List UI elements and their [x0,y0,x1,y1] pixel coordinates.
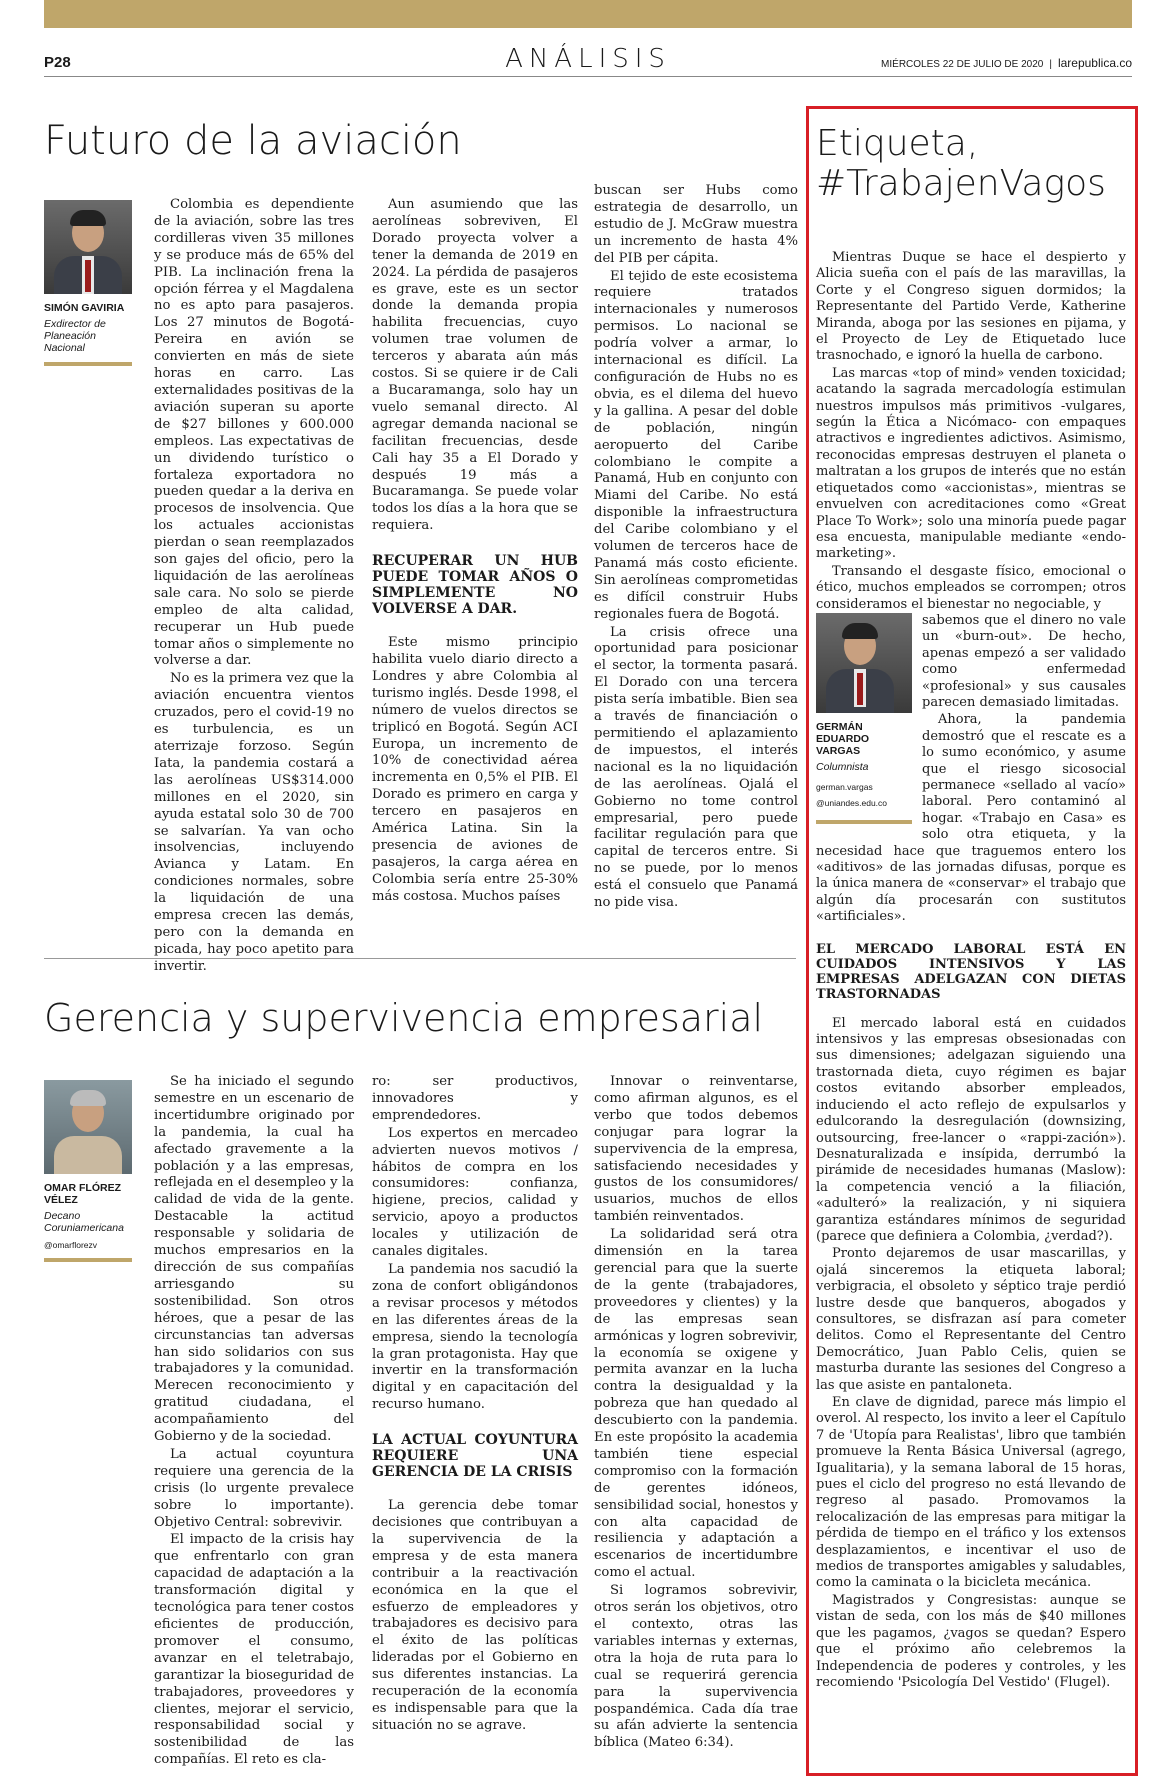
masthead [44,44,1132,77]
paragraph: Mientras Duque se hace el despierto y Alicia sueña con el país de las maravillas, la Corte y el Congreso siguen dormidos; la Representante del Partido Verde, Katherine Miranda, aboga por las sesiones en pijama, y el Proyecto de Ley de Etiquetado luce trasnochado, e ignoró la huella de carbono. [816,250,1126,364]
author-role: Exdirector de Planeación Nacional [44,318,106,354]
article1-col3 [594,183,798,912]
author-name: GERMÁN EDUARDO VARGAS [816,720,870,757]
title-line: Etiqueta, [816,123,979,164]
author-handle: @omarflorezv [44,1240,98,1250]
article3-column [816,250,1126,1691]
author-photo [44,200,132,294]
paragraph: La gerencia debe tomar decisiones que contribuyan a la supervivencia de la empresa y de esta manera contribuir a la reactivación económica en la que el esfuerzo de empleadores y trabajadores es decisivo para el éxito de las políticas lideradas por el Gobierno en sus diferentes instancias. La recuperación de la economía es indispensable para que la situación no se agrave. [372,1498,578,1733]
paragraph: Innovar o reinventarse, como afirman algunos, es el verbo que todos debemos conjugar para lograr la supervivencia de la empresa, satisfaciendo necesidades y gustos de los consumidores/ usuarios, muchos de ellos también reinventados. [594,1074,798,1225]
article-divider [44,958,796,959]
subheadline: EL MERCADO LABORAL ESTÁ EN CUIDADOS INTENSIVOS Y LAS EMPRESAS ADELGAZAN CON DIETAS TRASTORNADAS [816,941,1126,1002]
author-role: Columnista [816,760,869,773]
author-name: SIMÓN GAVIRIA [44,302,125,314]
paragraph: La actual coyuntura requiere una gerencia de la crisis (lo urgente prevalece sobre lo importante). Objetivo Central: sobrevivir. [154,1446,354,1530]
paragraph: Aun asumiendo que las aerolíneas sobreviven, El Dorado proyecta volver a tener la demanda de 2019 en 2024. La pérdida de pasajeros es grave, este es un sector donde la demanda propia habilita frecuencias, cuyo volumen trae volumen de terceros y abarata aún más costos. Si se quiere ir de Cali a Bucaramanga, solo hay un vuelo semanal directo. Al agregar demanda nacional se facilitan frecuencias, desde Cali hay 35 a El Dorado y después 19 más a Bucaramanga. Se puede volar todos los días a la hora que se requiera. [372,197,578,534]
article1-col1 [154,197,354,976]
paragraph: El impacto de la crisis hay que enfrentarlo con gran capacidad de adaptación a la transformación digital y tecnológica para tener costos eficientes de producción, promover el consumo, avanzar en el teletrabajo, garantizar la bioseguridad de trabajadores, proveedores y clientes, mejorar el servicio, responsabilidad social y sostenibilidad de las compañías. El reto es cla- [154,1532,354,1768]
paragraph: No es la primera vez que la aviación encuentra vientos cruzados, pero el covid-19 no es turbulencia, es un aterrizaje forzoso. Según Iata, la pandemia costará a las aerolíneas US$314.000 millones en el 2020, sin ayuda estatal solo 30 de 700 se salvarían. Ya van ocho insolvencias, incluyendo Avianca y Latam. En condiciones normales, sobre la liquidación de una empresa crecen las demás, pero con la demanda en picada, hay poco apetito para invertir. [154,671,354,974]
author-handle: german.vargas @uniandes.edu.co [816,781,888,809]
author-rule [44,1258,132,1262]
author-rule [44,362,132,366]
author-rule [816,820,912,824]
top-color-bar [44,0,1132,28]
subheadline: LA ACTUAL COYUNTURA REQUIERE UNA GERENCIA DE LA CRISIS [372,1432,578,1481]
site-link[interactable]: larepublica.co [1057,56,1132,70]
date: MIÉRCOLES 22 DE JULIO DE 2020 [881,59,1044,70]
paragraph: En clave de dignidad, parece más limpio el overol. Al respecto, los invito a leer el Capítulo 7 de 'Utopía para Realistas', libro que también promueve la Renta Básica Universal (agrego, Igualitaria), y la semana laboral de 15 horas, pues el ciclo del progreso no está llevando de regreso al pasado. Promovamos la relocalización de las empresas para mitigar la pérdida de tiempo en el tráfico y los extensos desplazamientos, e incentivar el uso de medios de transportes amigables y saludables, como la caminata o la bicicleta mecánica. [816,1395,1126,1591]
paragraph: Ahora, la pandemia demostró que el rescate es a lo sumo económico, y asume que el riesgo sicosocial permanece «sellado al vacío» laboral. Pero contaminó al hogar. «Trabajo en Casa» es solo otra etiqueta, y la necesidad hace que traguemos entero los «aditivos» de las jornadas difusas, porque es la única manera de «conservar» el trabajo que algún día procesarán con sustitutos «artificiales». [816,712,1126,925]
paragraph: Se ha iniciado el segundo semestre en un escenario de incertidumbre originado por la pandemia, la cual ha afectado gravemente a la población y a las empresas, reflejada en el desempleo y la calidad de vida de la gente. Destacable la actitud responsable y solidaria de muchos empresarios en la dirección de sus compañías arriesgando su sostenibilidad. Son otros héroes, que a pesar de las circunstancias tan adversas han sido solidarios con sus trabajadores y la comunidad. Merecen reconocimiento y gratitud ciudadana, el acompañamiento del Gobierno y de la sociedad. [154,1074,354,1445]
article2-title: Gerencia y supervivencia empresarial [44,996,764,1040]
author-role: Decano Coruniamericana [44,1210,124,1234]
article2-author [44,1080,132,1262]
article2-col2 [372,1074,578,1735]
article3-title [816,124,1106,204]
paragraph: La crisis ofrece una oportunidad para posicionar el sector, la tormenta pasará. El Dorado con una tercera pista sería imbatible. Bien sea a través de financiación o permitiendo el aplazamiento de impuestos, el interés nacional es la no liquidación de las aerolíneas. Ojalá el Gobierno no tome control empresarial, pero puede facilitar regulación para que capital de terceros entre. Si no se puede, por lo menos está el consuelo que Panamá no pide visa. [594,624,798,911]
paragraph: buscan ser Hubs como estrategia de desarrollo, un estudio de J. McGraw muestra un incremento de hasta 4% del PIB per cápita. [594,183,798,266]
page-number: P28 [44,54,71,71]
paragraph: Este mismo principio habilita vuelo diario directo a Londres y abre Colombia al turismo inglés. Desde 1998, el número de vuelos directos se triplicó en Bogotá. Según ACI Europa, un incremento de 10% de conectividad aérea incrementa en 0,5% el PIB. El Dorado es primero en carga y tercero en pasajeros en América Latina. Sin la presencia de aviones de pasajeros, la carga aérea en Colombia sería entre 25-30% más costosa. Muchos países [372,635,578,904]
author-photo [44,1080,132,1174]
paragraph: El tejido de este ecosistema requiere tratados internacionales y numerosos permisos. Lo nacional se podría volver a armar, lo internacional es difícil. La configuración de Hubs no es obvia, es el dilema del huevo y la gallina. A pesar del doble de población, ningún aeropuerto del Caribe colombiano le compite a Panamá, Hub en conjunto con Miami del Caribe. No está disponible la infraestructura del Caribe colombiano y el volumen de terceros hace de Panamá más costo eficiente. Sin aerolíneas comprometidas es difícil construir Hubs regionales fuera de Bogotá. [594,268,798,622]
article1-author [44,200,132,366]
article2-col3 [594,1074,798,1752]
author-name: OMAR FLÓREZ VÉLEZ [44,1182,121,1206]
paragraph: Las marcas «top of mind» venden toxicidad; acatando la sagrada mercadología estimulan nuestros impulsos más primitivos -vulgares, según la Ética a Nicómaco- con empaques atractivos e ingredientes adictivos. Asimismo, reconocidas empresas destruyen el planeta o maltratan a los grupos de interés que no están etiquetados como «accionistas», mientras se envuelven con acreditaciones como «Great Place To Work»; solo una minoría puede pagar esa encuesta, manipulable mediante «endo-marketing». [816,365,1126,562]
paragraph: Pronto dejaremos de usar mascarillas, y ojalá sinceremos la etiqueta laboral; verbigracia, el obsoleto y séptico traje perdió lustre desde que banqueros, abogados y consultores, se disfrazan así para cometer delitos. Como el Representante del Centro Democrático, Juan Pablo Celis, quien se masturba durante las sesiones del Congreso a las que asiste en pantaloneta. [816,1246,1126,1393]
paragraph: La pandemia nos sacudió la zona de confort obligándonos a revisar procesos y métodos en las diferentes áreas de la empresa, siendo la tecnología la gran protagonista. Hay que invertir en la transformación digital y en capacitación del recurso humano. [372,1261,578,1413]
article1-title: Futuro de la aviación [44,118,462,164]
paragraph: ro: ser productivos, innovadores y emprendedores. [372,1074,578,1123]
article3-author [816,613,912,824]
paragraph: Magistrados y Congresistas: aunque se vistan de seda, con los más de $40 millones que les pagamos, ¿vagos se quedan? Espero que el próximo año celebremos la Independencia de poderes y controles, y les recomiendo 'Psicología Del Vestido' (Flugel). [816,1592,1126,1690]
paragraph: Transando el desgaste físico, emocional o ético, muchos empleados se corrompen; otros consideramos el bienestar no negociable, y [816,563,1126,612]
paragraph: Colombia es dependiente de la aviación, sobre las tres cordilleras viven 35 millones y se produce más de 65% del PIB. La inclinación frena la opción férrea y el Magdalena no es apto para pasajeros. Los 27 minutos de Bogotá-Pereira en avión se convierten en más de siete horas en carro. Las externalidades positivas de la aviación superan su aporte de $27 billones y 600.000 empleos. Las expectativas de un dividendo turístico o fortaleza exportadora no pueden quedar a la deriva en procesos de insolvencia. Que los actuales accionistas pierdan o sean reemplazados son gajes del oficio, pero la liquidación de las aerolíneas sale cara. No solo se pierde empleo de alta calidad, recuperar un Hub puede tomar años o simplemente no volverse a dar. [154,197,354,669]
paragraph: La solidaridad será otra dimensión en la tarea gerencial para que la suerte de la gente (trabajadores, proveedores y clientes) y la de las empresas sean armónicas y logren sobrevivir, la economía se oxigene y permita avanzar en la lucha contra la desigualdad y la pobreza que han quedado al descubierto con la pandemia. En este propósito la academia también tiene especial compromiso con la formación de gerentes idóneos, sensibilidad social, honestos y con alta capacidad de resiliencia y adaptación a escenarios de incertidumbre como el actual. [594,1227,798,1581]
paragraph: Si logramos sobrevivir, otros serán los objetivos, otro el contexto, otras las variables internas y externas, otra la hoja de ruta para lo cual se requerirá gerencia para la supervivencia pospandémica. Cada día trae su afán advierte la sentencia bíblica (Mateo 6:34). [594,1583,798,1751]
article1-col2 [372,197,578,906]
paragraph: El mercado laboral está en cuidados intensivos y las empresas obsesionadas con sus dimensiones; adelgazan siguiendo una trastornada dieta, cuyo régimen es bajar costos evitando absorber empleados, induciendo el acto reflejo de expulsarlos y edulcorando la desregulación (downsizing, outsourcing, free-lancer o «rappi-zación»). Desnaturalizada e insípida, derrumbó la pirámide de necesidades humanas (Maslow): la competencia venció a la filiación, «adulteró» la realización, y ni siquiera garantiza estándares mínimos de seguridad (parece que definiera a Colombia, ¿verdad?). [816,1015,1126,1244]
author-photo [816,613,912,713]
section-title: ANÁLISIS [505,44,671,74]
dateline: MIÉRCOLES 22 DE JULIO DE 2020 | larepublica.co [881,56,1132,70]
subheadline: RECUPERAR UN HUB PUEDE TOMAR AÑOS O SIMPLEMENTE NO VOLVERSE A DAR. [372,553,578,618]
paragraph: Los expertos en mercadeo advierten nuevos motivos / hábitos de compra en los consumidores: confianza, higiene, precios, calidad y servicio, apoyo a productos locales y utilización de canales digitales. [372,1125,578,1260]
paragraph: sabemos que el dinero no vale un «burn-out». De hecho, apenas empezó a ser validado como enfermedad «profesional» y sus causales parecen demasiado limitadas. [922,612,1126,710]
article2-col1 [154,1074,354,1769]
title-line: #TrabajenVagos [816,163,1106,204]
